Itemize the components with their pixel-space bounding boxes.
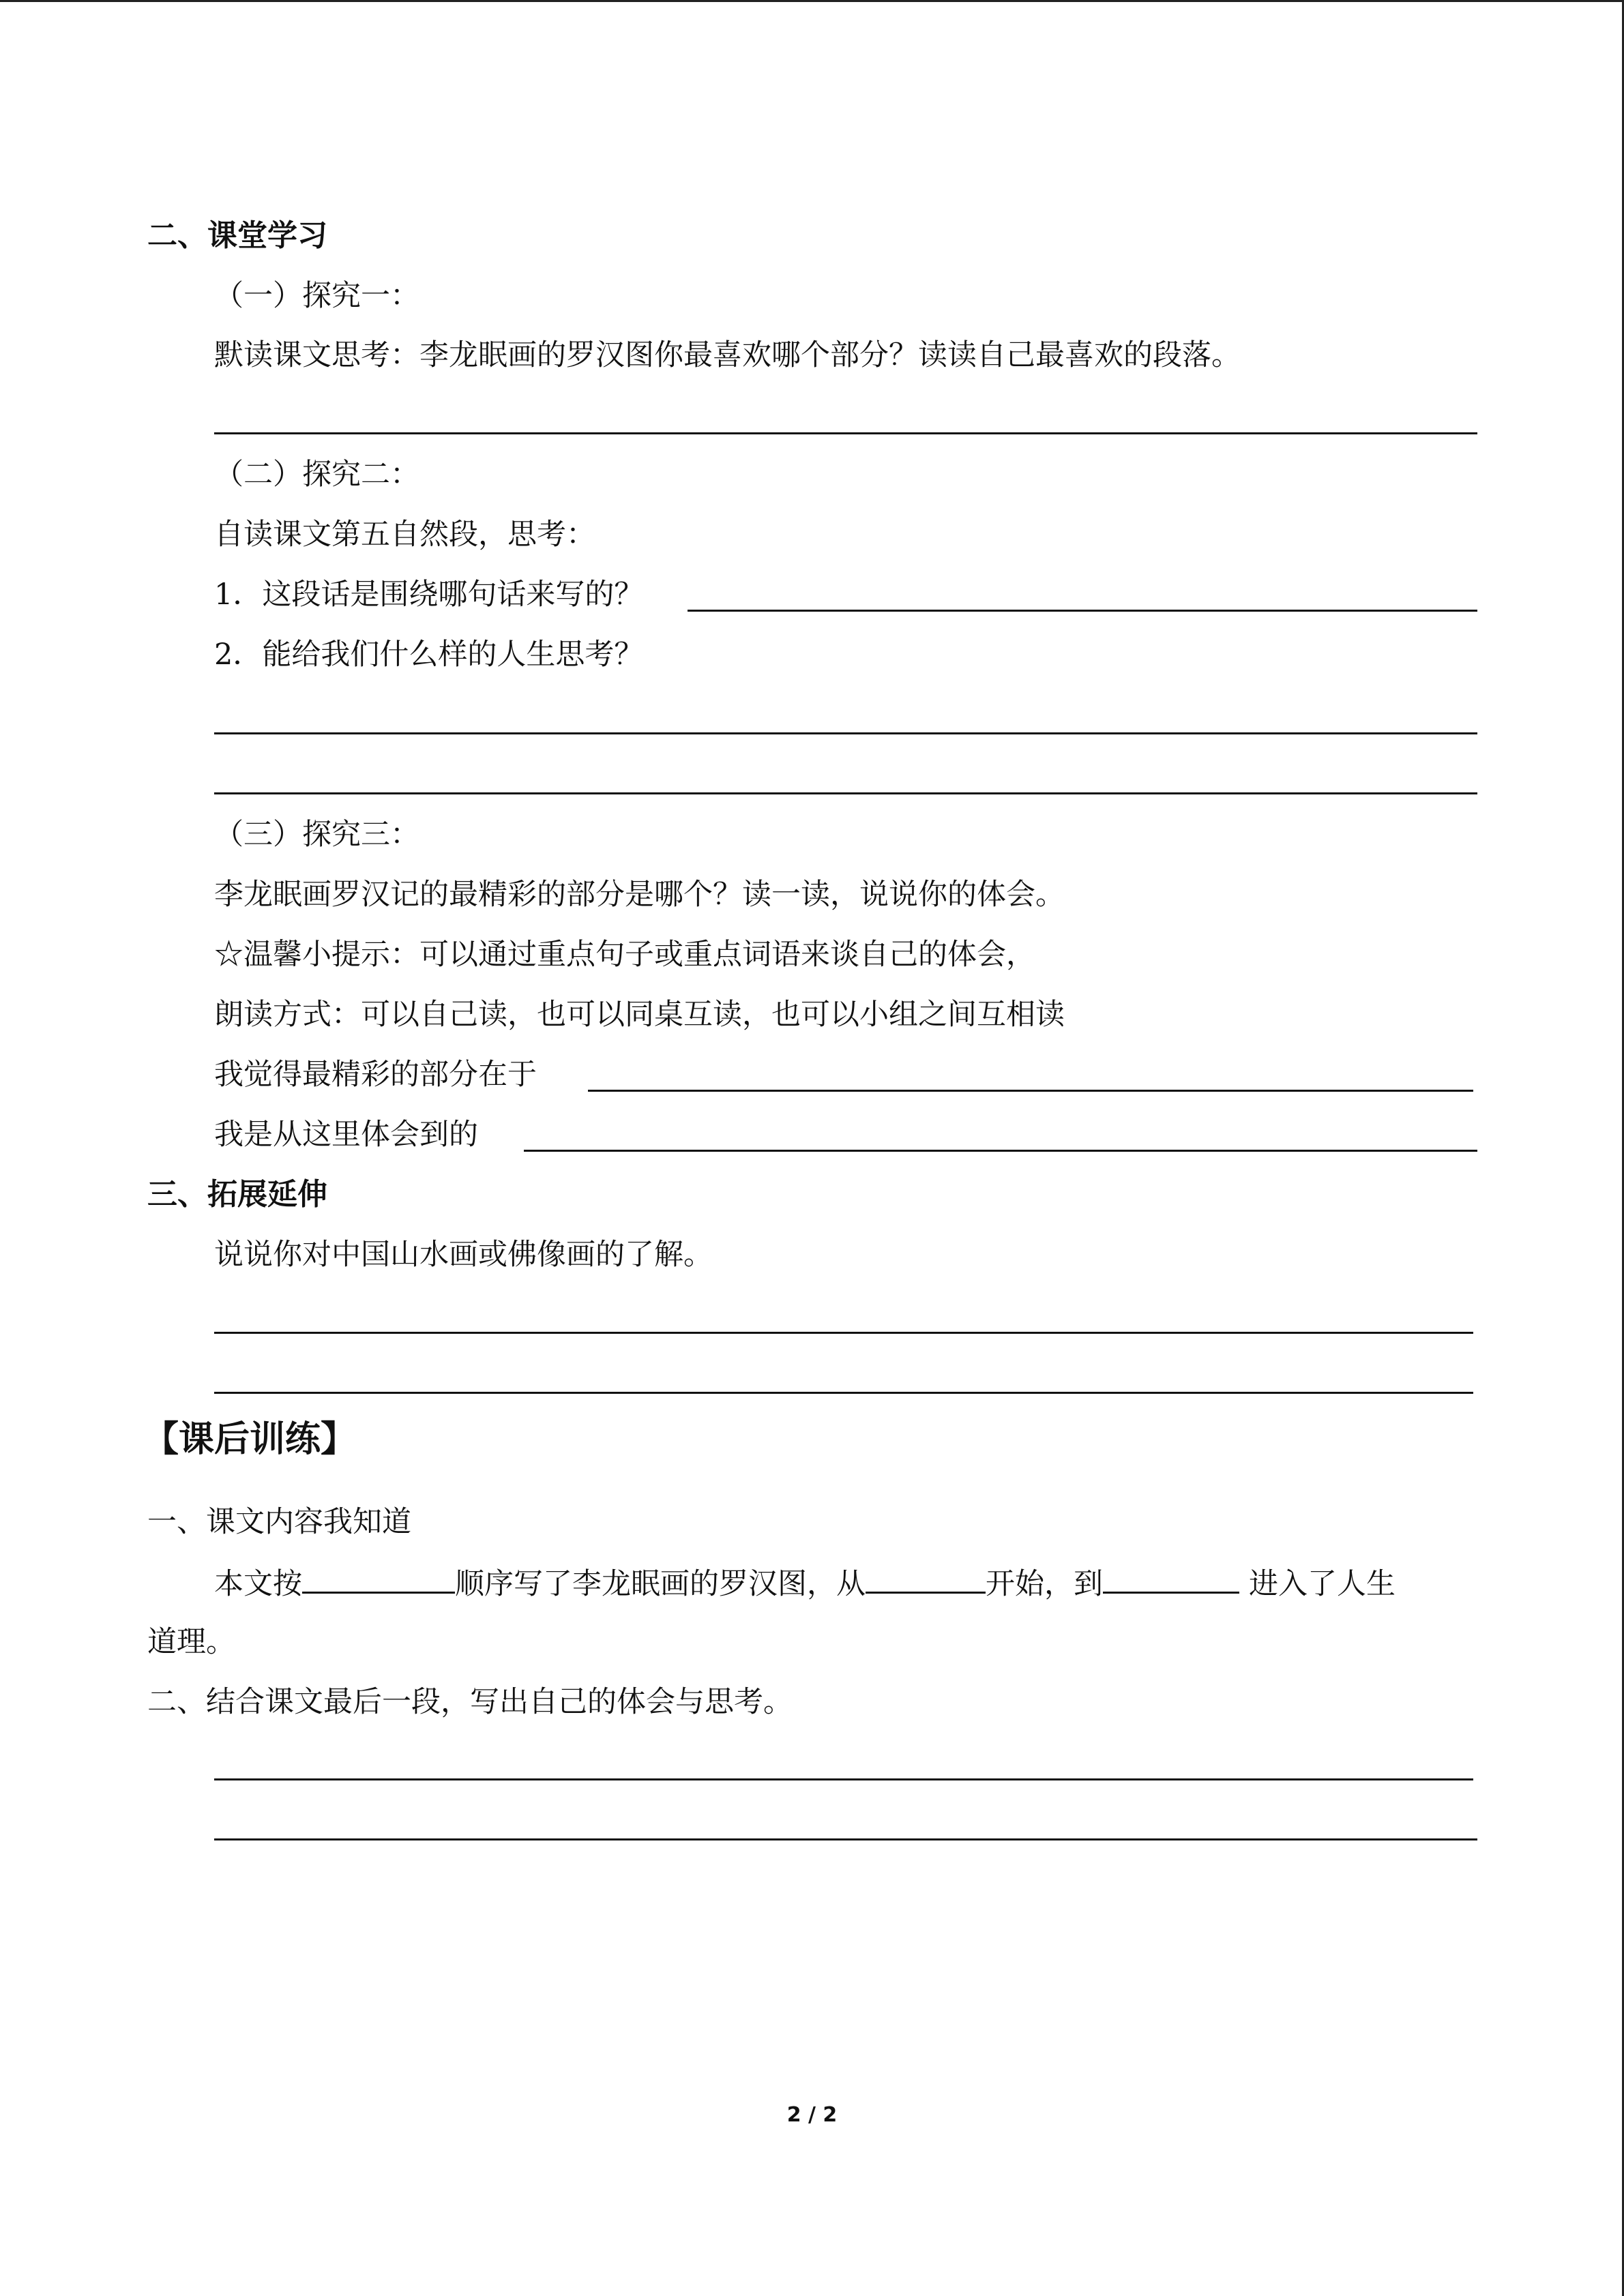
answer-line[interactable] xyxy=(524,1150,1477,1152)
inquiry1-prompt: 默读课文思考：李龙眠画的罗汉图你最喜欢哪个部分？读读自己最喜欢的段落。 xyxy=(214,338,1241,372)
fill-text-4: 进入了人生 xyxy=(1249,1567,1396,1601)
fill-in-sentence xyxy=(214,1562,1396,1605)
fill-text-1: 本文按 xyxy=(214,1567,302,1601)
inquiry3-fill-1: 我觉得最精彩的部分在于 xyxy=(214,1058,537,1092)
inquiry2-question-1: 1．这段话是围绕哪句话来写的？ xyxy=(214,578,644,612)
fill-text-2: 顺序写了李龙眠画的罗汉图，从 xyxy=(455,1567,866,1601)
answer-line[interactable] xyxy=(214,1332,1473,1334)
inquiry2-question-2: 2．能给我们什么样的人生思考？ xyxy=(214,638,644,672)
inquiry3-reading-method: 朗读方式：可以自己读，也可以同桌互读，也可以小组之间互相读 xyxy=(214,998,1065,1032)
fill-text-continuation: 道理。 xyxy=(147,1625,235,1659)
after-class-question-1: 一、课文内容我知道 xyxy=(147,1505,411,1539)
answer-line[interactable] xyxy=(214,1838,1477,1840)
fill-blank-start[interactable] xyxy=(866,1562,986,1594)
inquiry3-prompt: 李龙眠画罗汉记的最精彩的部分是哪个？读一读，说说你的体会。 xyxy=(214,878,1065,912)
answer-line[interactable] xyxy=(214,732,1477,734)
inquiry3-tip: ☆温馨小提示：可以通过重点句子或重点词语来谈自己的体会， xyxy=(214,938,1035,972)
inquiry3-fill-2: 我是从这里体会到的 xyxy=(214,1118,478,1152)
inquiry2-title: （二）探究二： xyxy=(214,458,419,492)
inquiry3-title: （三）探究三： xyxy=(214,818,419,852)
answer-line[interactable] xyxy=(214,1392,1473,1394)
fill-blank-end[interactable] xyxy=(1103,1562,1239,1594)
section-heading-classroom: 二、课堂学习 xyxy=(147,218,327,253)
section-heading-extension: 三、拓展延伸 xyxy=(147,1177,327,1212)
after-class-question-2: 二、结合课文最后一段，写出自己的体会与思考。 xyxy=(147,1685,793,1719)
answer-line[interactable] xyxy=(588,1090,1473,1092)
fill-text-3: 开始，到 xyxy=(986,1567,1103,1601)
extension-prompt: 说说你对中国山水画或佛像画的了解。 xyxy=(214,1238,713,1272)
answer-line[interactable] xyxy=(688,610,1477,612)
inquiry2-intro: 自读课文第五自然段，思考： xyxy=(214,518,595,552)
answer-line[interactable] xyxy=(214,432,1477,434)
page-number: 2 / 2 xyxy=(786,2103,838,2127)
answer-line[interactable] xyxy=(214,1778,1473,1780)
inquiry1-title: （一）探究一： xyxy=(214,279,419,313)
after-class-title: 【课后训练】 xyxy=(143,1419,357,1460)
page-border-top xyxy=(0,0,1624,2)
answer-line[interactable] xyxy=(214,792,1477,794)
fill-blank-order[interactable] xyxy=(302,1562,455,1594)
